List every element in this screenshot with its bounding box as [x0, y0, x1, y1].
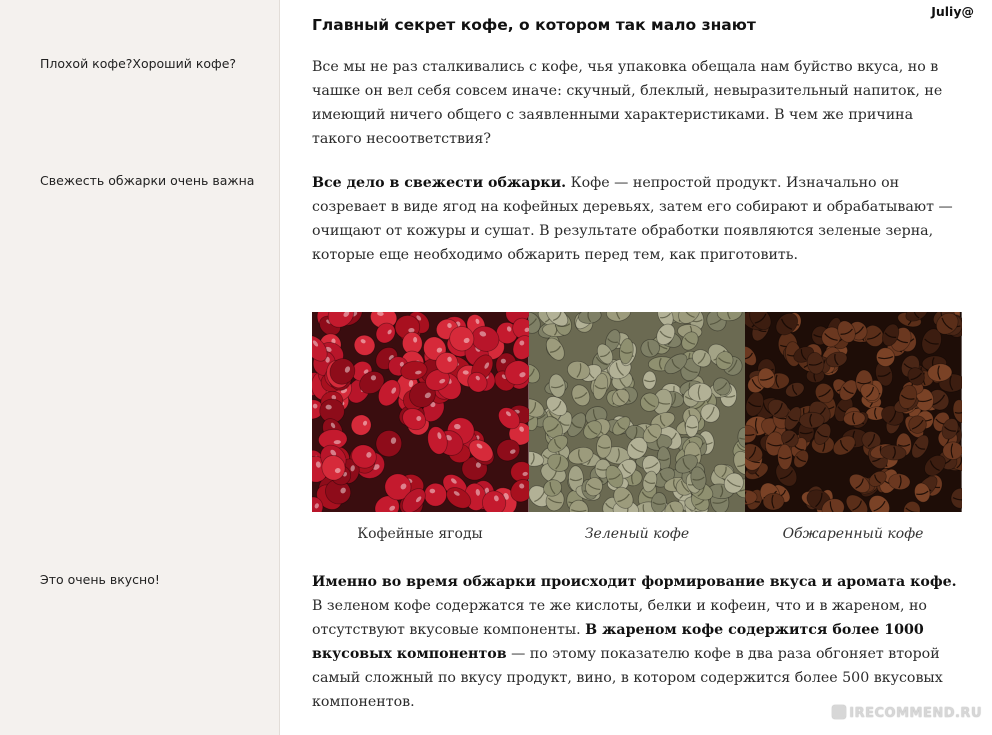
- author-name[interactable]: Juliy@: [931, 4, 974, 19]
- watermark-text: IRECOMMEND.RU: [849, 706, 982, 721]
- site-watermark: [832, 705, 982, 721]
- paragraph-flavor-bold-2: В жареном кофе содержится более 1000 вкусовых компонентов: [312, 622, 924, 662]
- paragraph-roast-freshness: [312, 171, 967, 267]
- paragraph-intro: Все мы не раз сталкивались с кофе, чья упаковка обещала нам буйство вкуса, но в чашке он вел себя совсем иначе: скучный, блеклый, невыразительный напиток, не имеющий ничего общего с заявленными характеристиками. В чем же причина такого несоответствия?: [312, 59, 943, 147]
- caption-roasted-coffee: Обжаренный кофе: [782, 526, 924, 542]
- sidebar-note-bad-good-coffee: Плохой кофе?Хороший кофе?: [40, 56, 237, 71]
- paragraph-roast-freshness-bold: Все дело в свежести обжарки.: [312, 175, 567, 191]
- sidebar-note-tasty: Это очень вкусно!: [40, 572, 160, 587]
- sidebar: [0, 0, 280, 735]
- coffee-berries-photo: [312, 312, 529, 512]
- coffee-stages-image: [312, 312, 962, 512]
- paragraph-flavor-formation: [312, 570, 967, 714]
- caption-coffee-berries: Кофейные ягоды: [357, 526, 483, 542]
- article-title: Главный секрет кофе, о котором так мало знают: [312, 16, 756, 34]
- roasted-coffee-photo: [745, 312, 962, 512]
- caption-green-coffee: Зеленый кофе: [584, 526, 690, 542]
- paragraph-roast-freshness-text: Кофе — непростой продукт. Изначально он созревает в виде ягод на кофейных деревьях, затем его собирают и обрабатывают — очищают от кожуры и сушат. В результате обработки появляются зеленые зерна, которые еще необходимо обжарить перед тем, как приготовить.: [312, 175, 953, 263]
- paragraph-flavor-text-2: — по этому показателю кофе в два раза обгоняет второй самый сложный по вкусу продукт, вино, в котором содержится более 500 вкусовых компонентов.: [312, 646, 943, 710]
- sidebar-note-roast-freshness: Свежесть обжарки очень важна: [40, 173, 255, 188]
- recommend-logo-icon: [832, 705, 846, 719]
- paragraph-flavor-text-1: В зеленом кофе содержатся те же кислоты, белки и кофеин, что и в жареном, но отсутствуют вкусовые компоненты.: [312, 598, 927, 638]
- paragraph-flavor-bold-1: Именно во время обжарки происходит формирование вкуса и аромата кофе.: [312, 574, 957, 590]
- green-coffee-photo: [529, 312, 746, 512]
